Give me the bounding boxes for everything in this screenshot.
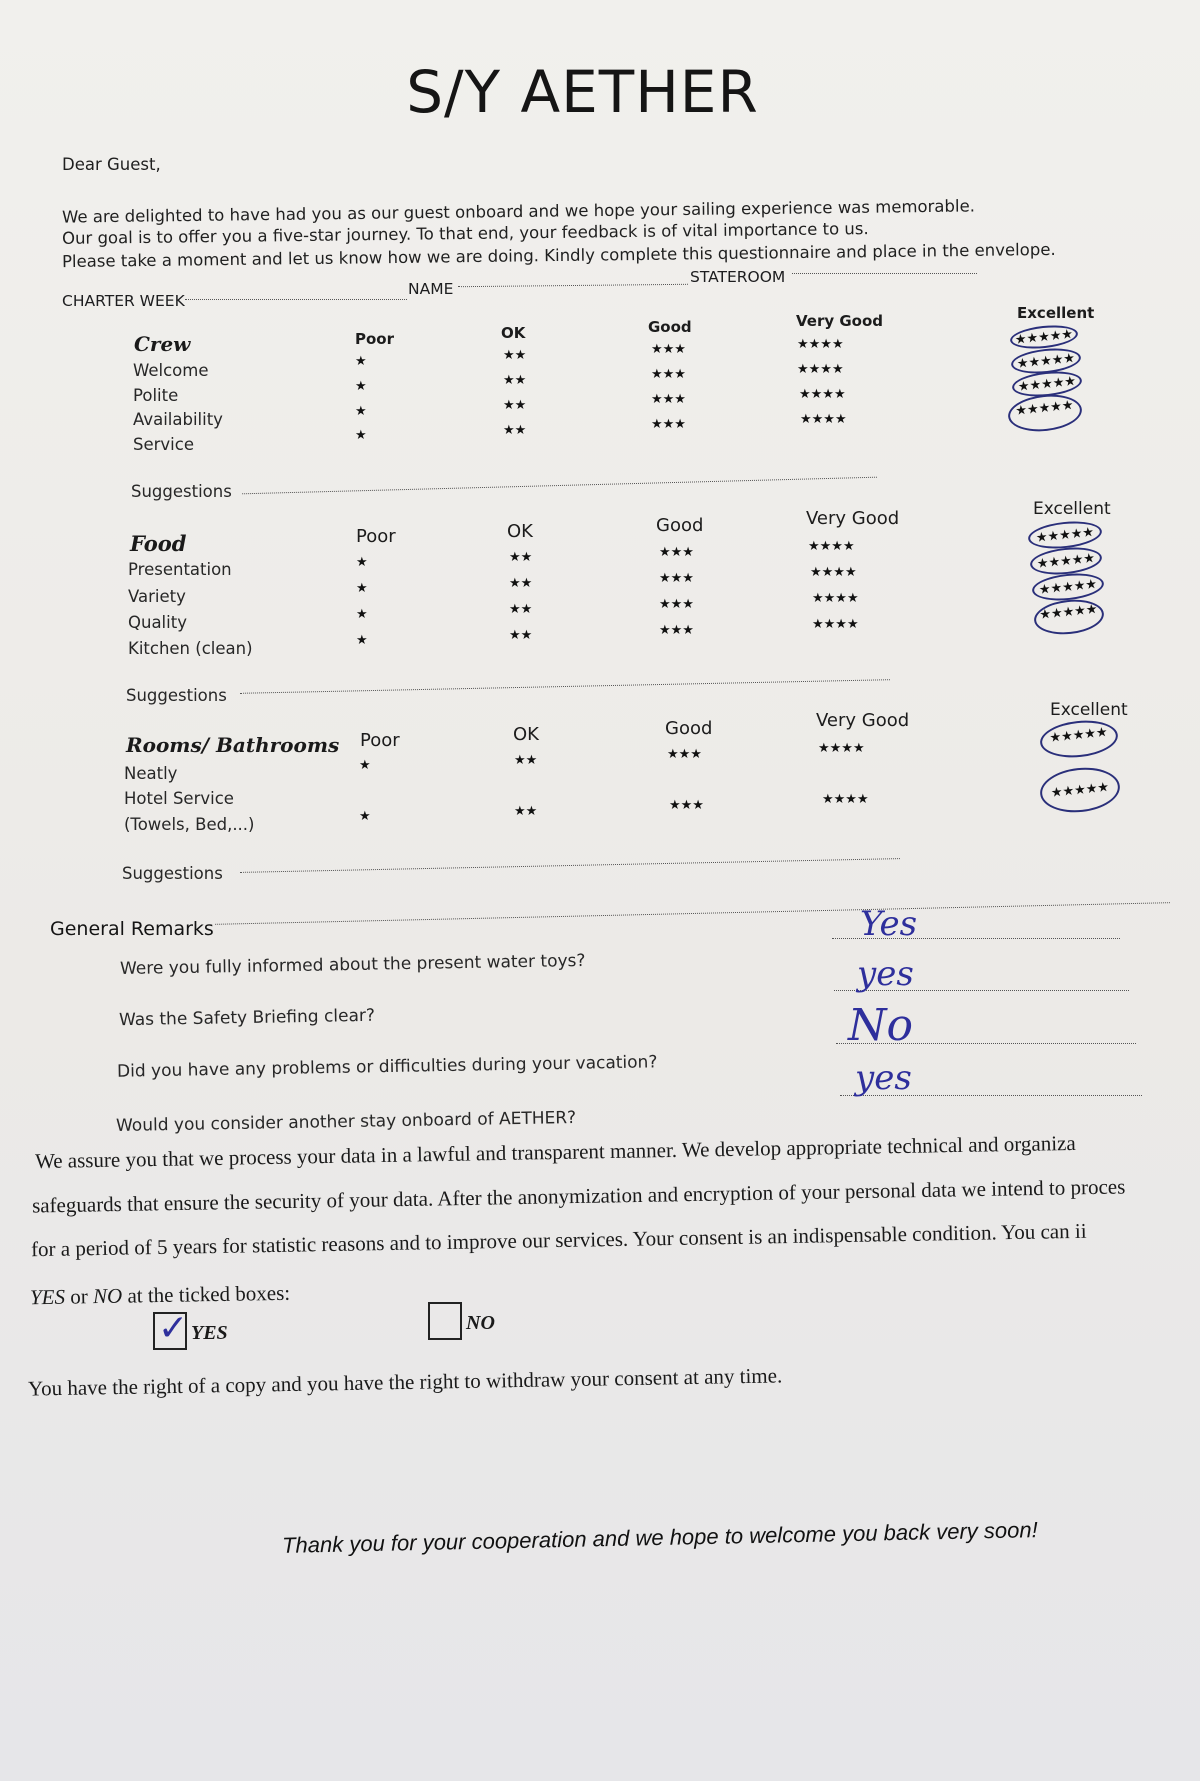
rooms-col-good: Good bbox=[665, 718, 713, 739]
crew-availability-poor[interactable]: ★ bbox=[355, 404, 367, 419]
consent-line-1: We assure you that we process your data in a lawful and transparent manner. We develop appropriate technical and organiza bbox=[34, 1130, 1076, 1174]
crew-polite-good[interactable]: ★★★ bbox=[651, 367, 686, 382]
rooms-item-neatly: Neatly bbox=[124, 764, 178, 783]
crew-col-good: Good bbox=[648, 318, 692, 336]
consent-no-checkbox[interactable] bbox=[428, 1302, 462, 1340]
name-field[interactable] bbox=[458, 281, 688, 287]
food-suggestions-field[interactable] bbox=[240, 676, 890, 694]
food-item-kitchen: Kitchen (clean) bbox=[128, 639, 253, 658]
food-item-presentation: Presentation bbox=[128, 560, 232, 579]
crew-polite-ok[interactable]: ★★ bbox=[503, 373, 527, 388]
crew-polite-very-good[interactable]: ★★★★ bbox=[797, 362, 844, 377]
crew-polite-poor[interactable]: ★ bbox=[355, 379, 367, 394]
crew-welcome-excellent-circled[interactable]: ★★★★★ bbox=[1009, 323, 1079, 352]
rooms-heading: Rooms/ Bathrooms bbox=[126, 733, 340, 757]
food-kitchen-good[interactable]: ★★★ bbox=[659, 623, 694, 638]
charter-week-field[interactable] bbox=[185, 296, 407, 300]
consent-yes-label: YES bbox=[191, 1322, 228, 1344]
name-label: NAME bbox=[408, 280, 454, 298]
food-quality-excellent-circled[interactable]: ★★★★★ bbox=[1031, 570, 1105, 603]
crew-suggestions-field[interactable] bbox=[242, 474, 877, 495]
rooms-col-ok: OK bbox=[513, 724, 539, 745]
crew-welcome-good[interactable]: ★★★ bbox=[651, 342, 686, 357]
food-variety-excellent-circled[interactable]: ★★★★★ bbox=[1029, 544, 1103, 577]
handwritten-answer-water-toys: Yes bbox=[860, 904, 918, 944]
food-variety-good[interactable]: ★★★ bbox=[659, 571, 694, 586]
crew-polite-excellent-circled[interactable]: ★★★★★ bbox=[1010, 345, 1082, 376]
crew-service-very-good[interactable]: ★★★★ bbox=[800, 412, 847, 427]
rooms-neatly-excellent-circled[interactable]: ★★★★★ bbox=[1038, 717, 1119, 761]
rooms-hotel-service-ok[interactable]: ★★ bbox=[514, 804, 538, 819]
charter-week-label: CHARTER WEEK bbox=[62, 292, 185, 310]
rooms-hotel-service-good[interactable]: ★★★ bbox=[669, 798, 704, 813]
crew-service-excellent-circled[interactable]: ★★★★★ bbox=[1006, 391, 1083, 435]
page-title: S/Y AETHER bbox=[406, 58, 759, 126]
crew-service-good[interactable]: ★★★ bbox=[651, 417, 686, 432]
crew-service-poor[interactable]: ★ bbox=[355, 428, 367, 443]
food-col-ok: OK bbox=[507, 521, 533, 542]
consent-ticked-instructions: YES or NO at the ticked boxes: bbox=[29, 1280, 291, 1310]
intro-line-3: Please take a moment and let us know how we are doing. Kindly complete this questionnaire and place in the envelope. bbox=[61, 239, 1056, 272]
crew-item-welcome: Welcome bbox=[133, 361, 209, 380]
consent-line-2: safeguards that ensure the security of your data. After the anonymization and encryption of your personal data we intend to proces bbox=[31, 1174, 1126, 1218]
crew-heading: Crew bbox=[134, 332, 191, 356]
rooms-col-poor: Poor bbox=[360, 730, 400, 751]
rooms-neatly-poor[interactable]: ★ bbox=[359, 758, 371, 773]
crew-availability-ok[interactable]: ★★ bbox=[503, 398, 527, 413]
food-quality-ok[interactable]: ★★ bbox=[509, 602, 533, 617]
food-variety-poor[interactable]: ★ bbox=[356, 581, 368, 596]
rooms-item-hotel-service: Hotel Service bbox=[124, 789, 234, 808]
rooms-neatly-good[interactable]: ★★★ bbox=[667, 747, 702, 762]
crew-col-excellent: Excellent bbox=[1017, 304, 1095, 322]
consent-yes-checkbox[interactable] bbox=[153, 1308, 189, 1350]
food-presentation-poor[interactable]: ★ bbox=[356, 555, 368, 570]
crew-item-polite: Polite bbox=[133, 386, 179, 405]
crew-welcome-poor[interactable]: ★ bbox=[355, 354, 367, 369]
food-variety-very-good[interactable]: ★★★★ bbox=[810, 565, 857, 580]
checkmark-icon: ✓ bbox=[158, 1308, 189, 1349]
rooms-neatly-very-good[interactable]: ★★★★ bbox=[818, 741, 865, 756]
rooms-hotel-service-very-good[interactable]: ★★★★ bbox=[822, 792, 869, 807]
rooms-item-towels-bed: (Towels, Bed,...) bbox=[124, 815, 255, 834]
handwritten-answer-safety-briefing: yes bbox=[857, 954, 914, 994]
rooms-suggestions-field[interactable] bbox=[240, 855, 900, 873]
intro-line-1: We are delighted to have had you as our guest onboard and we hope your sailing experience was memorable. bbox=[61, 196, 976, 227]
crew-availability-excellent-circled[interactable]: ★★★★★ bbox=[1011, 368, 1083, 399]
food-col-excellent: Excellent bbox=[1033, 499, 1111, 519]
food-heading: Food bbox=[130, 531, 187, 556]
rooms-col-very-good: Very Good bbox=[816, 710, 910, 731]
food-quality-very-good[interactable]: ★★★★ bbox=[812, 591, 859, 606]
food-suggestions-label: Suggestions bbox=[126, 686, 227, 705]
question-another-stay: Would you consider another stay onboard of AETHER? bbox=[115, 1107, 577, 1137]
consent-line-3: for a period of 5 years for statistic reasons and to improve our services. Your consent is an indispensable condition. You can ii bbox=[30, 1218, 1087, 1262]
food-kitchen-poor[interactable]: ★ bbox=[356, 633, 368, 648]
question-water-toys: Were you fully informed about the present water toys? bbox=[119, 950, 586, 980]
consent-no-label: NO bbox=[466, 1312, 495, 1334]
consent-rights: You have the right of a copy and you have the right to withdraw your consent at any time. bbox=[27, 1363, 783, 1401]
question-safety-briefing: Was the Safety Briefing clear? bbox=[118, 1005, 376, 1031]
rooms-hotel-service-poor[interactable]: ★ bbox=[359, 809, 371, 824]
crew-col-ok: OK bbox=[501, 324, 526, 342]
food-kitchen-excellent-circled[interactable]: ★★★★★ bbox=[1032, 596, 1105, 637]
food-col-poor: Poor bbox=[356, 526, 396, 547]
general-remarks-label: General Remarks bbox=[50, 918, 214, 940]
food-item-variety: Variety bbox=[128, 587, 186, 606]
crew-welcome-very-good[interactable]: ★★★★ bbox=[797, 337, 844, 352]
food-col-good: Good bbox=[656, 515, 704, 536]
crew-col-very-good: Very Good bbox=[796, 312, 884, 330]
rooms-suggestions-label: Suggestions bbox=[122, 864, 223, 883]
crew-suggestions-label: Suggestions bbox=[131, 482, 232, 501]
food-presentation-excellent-circled[interactable]: ★★★★★ bbox=[1027, 518, 1103, 552]
stateroom-label: STATEROOM bbox=[690, 268, 786, 286]
handwritten-answer-problems: No bbox=[848, 1000, 913, 1051]
crew-welcome-ok[interactable]: ★★ bbox=[503, 348, 527, 363]
greeting: Dear Guest, bbox=[62, 155, 161, 174]
rooms-col-excellent: Excellent bbox=[1050, 700, 1128, 720]
food-col-very-good: Very Good bbox=[806, 508, 900, 529]
thanks-message: Thank you for your cooperation and we hope to welcome you back very soon! bbox=[281, 1517, 1038, 1558]
crew-service-ok[interactable]: ★★ bbox=[503, 423, 527, 438]
general-remarks-field[interactable] bbox=[215, 899, 1170, 925]
rooms-hotel-service-excellent-circled[interactable]: ★★★★★ bbox=[1038, 764, 1122, 816]
food-kitchen-ok[interactable]: ★★ bbox=[509, 628, 533, 643]
food-presentation-ok[interactable]: ★★ bbox=[509, 550, 533, 565]
crew-availability-good[interactable]: ★★★ bbox=[651, 392, 686, 407]
crew-availability-very-good[interactable]: ★★★★ bbox=[799, 387, 846, 402]
crew-item-service: Service bbox=[133, 435, 194, 454]
food-presentation-very-good[interactable]: ★★★★ bbox=[808, 539, 855, 554]
crew-col-poor: Poor bbox=[355, 330, 395, 348]
food-quality-good[interactable]: ★★★ bbox=[659, 597, 694, 612]
question-problems: Did you have any problems or difficulties during your vacation? bbox=[116, 1052, 658, 1082]
food-item-quality: Quality bbox=[128, 613, 187, 632]
food-quality-poor[interactable]: ★ bbox=[356, 607, 368, 622]
intro-line-2: Our goal is to offer you a five-star journey. To that end, your feedback is of vital importance to us. bbox=[61, 219, 869, 248]
crew-item-availability: Availability bbox=[133, 410, 223, 429]
food-kitchen-very-good[interactable]: ★★★★ bbox=[812, 617, 859, 632]
rooms-neatly-ok[interactable]: ★★ bbox=[514, 753, 538, 768]
food-presentation-good[interactable]: ★★★ bbox=[659, 545, 694, 560]
handwritten-answer-another-stay: yes bbox=[855, 1058, 912, 1098]
food-variety-ok[interactable]: ★★ bbox=[509, 576, 533, 591]
stateroom-field[interactable] bbox=[792, 270, 977, 274]
